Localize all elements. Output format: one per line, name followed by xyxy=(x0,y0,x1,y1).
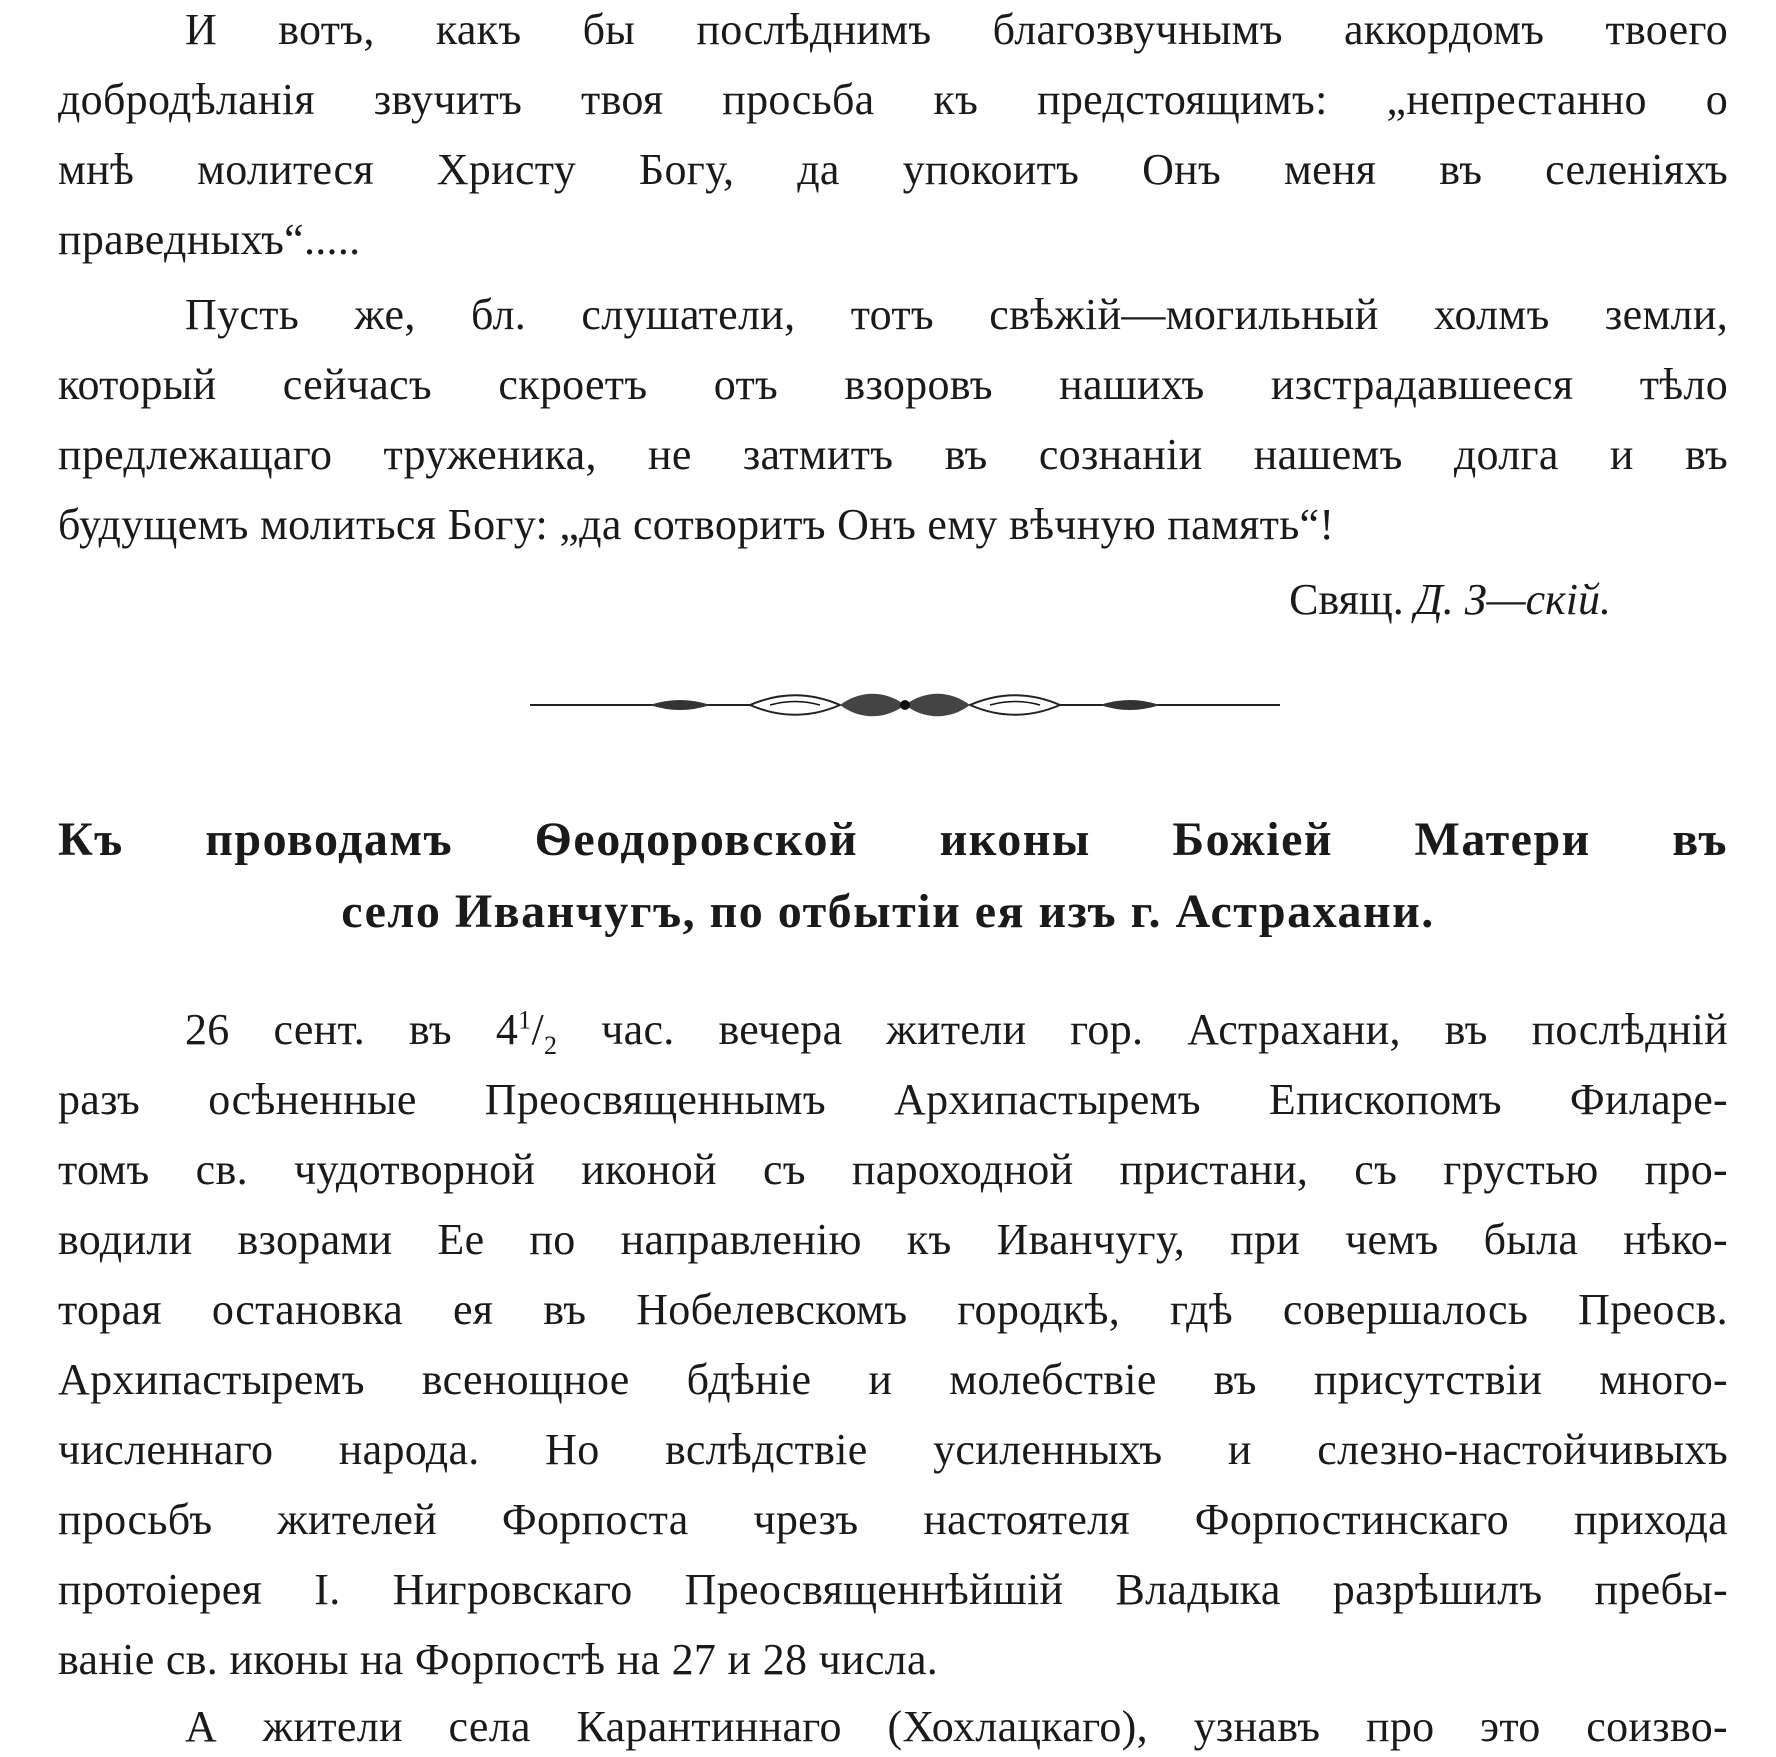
text-line: разъ осѣненные Преосвященнымъ Архипастыремъ Епископомъ Филаре- xyxy=(58,1075,1728,1124)
text-line: численнаго народа. Но вслѣдствіе усиленныхъ и слезно-настойчивыхъ xyxy=(58,1425,1728,1474)
text-line: Пусть же, бл. слушатели, тотъ свѣжій—могильный холмъ земли, xyxy=(185,290,1728,339)
article-title-line-1: Къ проводамъ Ѳеодоровской иконы Божіей Матери въ xyxy=(58,813,1728,866)
text-line: который сейчасъ скроетъ отъ взоровъ нашихъ изстрадавшееся тѣло xyxy=(58,360,1728,409)
signature-prefix: Свящ. xyxy=(1289,575,1404,624)
text-line: предлежащаго труженика, не затмитъ въ сознаніи нашемъ долга и въ xyxy=(58,430,1728,479)
text-line: 26 сент. въ $4^1/_2$ час. вечера жители гор. Астрахани, въ послѣдній xyxy=(185,1005,1728,1060)
signature-name: Д. З—скій. xyxy=(1414,575,1611,624)
ornament-divider xyxy=(530,690,1280,720)
text-line: водили взорами Ее по направленію къ Иванчугу, при чемъ была нѣко- xyxy=(58,1215,1728,1264)
article-title-line-2: село Иванчугъ, по отбытіи ея изъ г. Астрахани. xyxy=(341,885,1435,938)
text-line: А жители села Карантиннаго (Хохлацкаго), узнавъ про это соизво- xyxy=(185,1702,1728,1751)
signature xyxy=(1289,570,1611,630)
text-line: добродѣланія звучитъ твоя просьба къ предстоящимъ: „непрестанно о xyxy=(58,75,1728,124)
text-line: мнѣ молитеся Христу Богу, да упокоитъ Онъ меня въ селеніяхъ xyxy=(58,145,1728,194)
text-line: протоіерея І. Нигровскаго Преосвященнѣйшій Владыка разрѣшилъ пребы- xyxy=(58,1565,1728,1614)
text-line: просьбъ жителей Форпоста чрезъ настоятеля Форпостинскаго прихода xyxy=(58,1495,1728,1544)
text-line: Архипастыремъ всенощное бдѣніе и молебствіе въ присутствіи много- xyxy=(58,1355,1728,1404)
text-line: торая остановка ея въ Нобелевскомъ городкѣ, гдѣ совершалось Преосв. xyxy=(58,1285,1728,1334)
text-line: И вотъ, какъ бы послѣднимъ благозвучнымъ аккордомъ твоего xyxy=(185,5,1728,54)
text-line: будущемъ молиться Богу: „да сотворитъ Онъ ему вѣчную память“! xyxy=(58,500,1335,549)
text-line: праведныхъ“..... xyxy=(58,215,361,264)
text-line: ваніе св. иконы на Форпостѣ на 27 и 28 числа. xyxy=(58,1635,939,1684)
text-line: томъ св. чудотворной иконой съ пароходной пристани, съ грустью про- xyxy=(58,1145,1728,1194)
